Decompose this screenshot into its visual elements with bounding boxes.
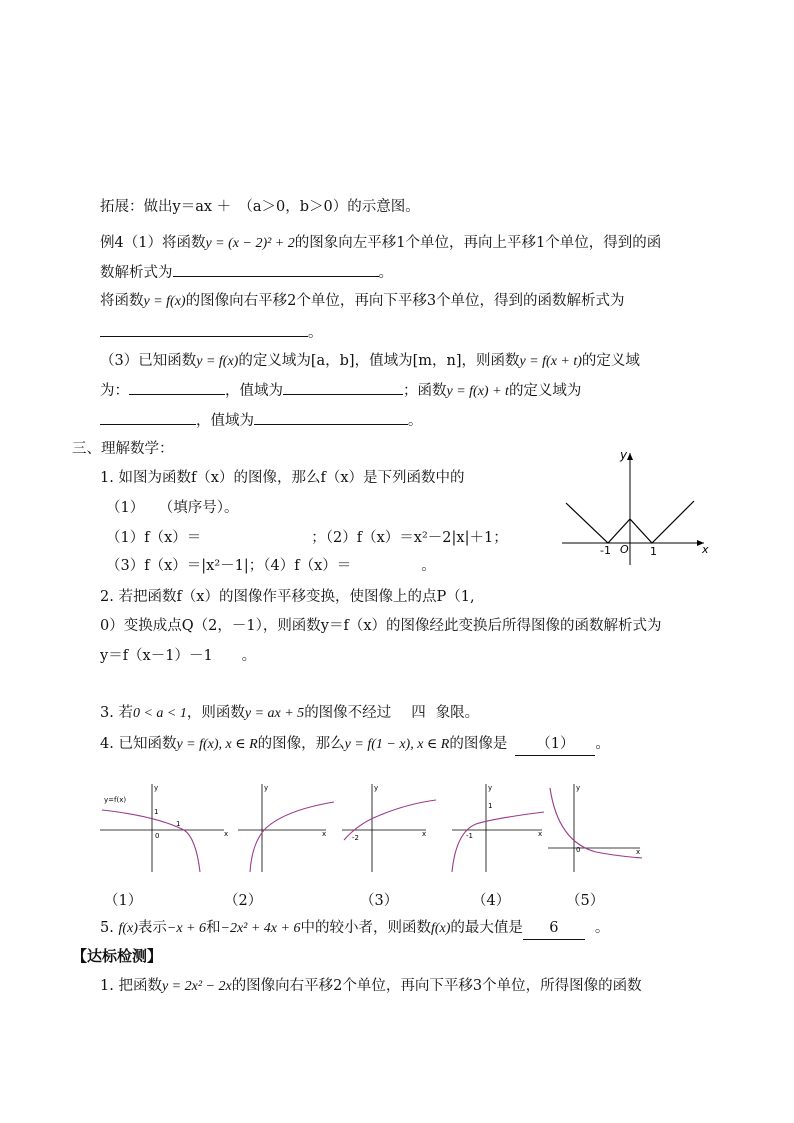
g5-curve [550,788,642,858]
q4-answer: （1） [515,733,595,756]
q1-options-a: （1）f（x）＝ ；（2）f（x）＝x²－2|x|＋1； [106,530,508,546]
svg-text:-1: -1 [466,832,473,840]
section3-title: 三、理解数学： [72,441,174,457]
formula: −2x² + 4x + 6 [220,921,301,936]
origin-label: O [620,543,629,556]
formula: y = f(x) [143,294,186,309]
q1-line2: （1） （填序号）。 [106,500,239,516]
svg-text:-2: -2 [352,834,359,842]
svg-text:x: x [538,830,543,838]
q1-options-b: （3）f（x）＝|x²－1|；（4）f（x）＝ 。 [106,558,436,574]
svg-text:x: x [224,830,229,838]
svg-text:y: y [576,784,581,792]
svg-text:y: y [374,784,379,792]
q2-line2: 0）变换成点Q（2，－1），则函数y＝f（x）的图像经此变换后所得图像的函数解析式为 [100,618,662,634]
q1-line1: 1. 如图为函数f（x）的图像，那么f（x）是下列函数中的 [100,470,465,486]
q5-line: 5. f(x)表示−x + 6和−2x² + 4x + 6中的较小者，则函数f(x)的最大值是 6 。 [100,917,609,940]
svg-text:0: 0 [576,846,581,854]
example4-part3-line2: 为： ，值域为 ；函数y = f(x) + t的定义域为 [100,380,581,403]
graph-label-5: （5） [566,893,605,909]
tick-1: 1 [650,545,657,558]
svg-text:x: x [636,848,641,856]
y-axis-arrow [627,453,633,460]
expand-line: 拓展：做出y＝ax ＋ （a＞0，b＞0）的示意图。 [100,199,420,215]
option-graphs [96,772,656,882]
q2-line1: 2. 若把函数f（x）的图像作平移变换，使图像上的点P（1, [100,589,475,605]
formula: y = f(x + t) [519,354,582,369]
q5-answer: 6 [523,917,585,940]
svg-text:1: 1 [154,808,159,816]
svg-text:1: 1 [488,802,493,810]
tick-neg1: -1 [600,544,611,557]
g4-curve [452,812,544,872]
answer-blank [100,410,196,425]
g1-fx-label: y=f(x) [104,796,127,804]
q3-line: 3. 若0 < a < 1，则函数y = ax + 5的图像不经过 四 象限。 [100,705,480,721]
graph-label-3: （3） [360,893,399,909]
formula: y = f(x) [196,354,239,369]
answer-blank [173,262,379,277]
q2-line3: y＝f（x－1）－1 。 [100,648,257,664]
q1-graph [556,445,716,570]
formula: y = f(1 − x), x ∈ R [344,737,450,752]
example4-part3: （3）已知函数y = f(x)的定义域为[a，b]，值域为[m，n]，则函数y = f(x + t)的定义域 [100,353,640,369]
formula: y = f(x), x ∈ R [176,737,258,752]
example4-part2-line2: 。 [100,322,323,344]
example4-part1: 例4（1）将函数y = (x − 2)² + 2的图象向左平移1个单位，再向上平移1个单位，得到的函 [100,235,662,251]
formula: 0 < a < 1 [132,706,187,721]
test-section-title: 【达标检测】 [72,947,163,965]
answer-blank [283,380,403,395]
formula: y = f(x) + t [446,384,509,399]
test-q1-line: 1. 把函数y = 2x² − 2x的图像向右平移2个单位，再向下平移3个单位，所得图像的函数 [100,978,642,994]
formula: y = (x − 2)² + 2 [205,236,295,251]
q4-line: 4. 已知函数y = f(x), x ∈ R的图像，那么y = f(1 − x), x ∈ R的图像是 （1） 。 [100,733,610,756]
g1-curve [102,810,200,872]
example4-part3-line3: ，值域为 。 [100,410,423,432]
formula: f(x) [430,921,451,936]
svg-text:1: 1 [176,820,181,828]
svg-text:x: x [322,830,327,838]
example4-part1-line2: 数解析式为 。 [100,262,393,284]
svg-text:y: y [154,784,159,792]
example4-part2: 将函数y = f(x)的图像向右平移2个单位，再向下平移3个单位，得到的函数解析式为 [100,293,625,309]
answer-blank [254,410,408,425]
answer-blank [100,322,308,337]
formula: −x + 6 [166,921,206,936]
svg-text:0: 0 [155,832,160,840]
svg-text:y: y [488,784,493,792]
formula: f(x) [118,921,138,936]
answer-blank [129,380,225,395]
graph-label-4: （4） [472,893,511,909]
svg-text:x: x [422,830,427,838]
y-label: y [620,448,628,462]
svg-text:y: y [264,784,269,792]
graph-label-1: （1） [104,893,143,909]
formula: y = 2x² − 2x [161,979,232,994]
formula: y = ax + 5 [244,706,305,721]
graph-label-2: （2） [224,893,263,909]
x-label: x [702,543,709,556]
